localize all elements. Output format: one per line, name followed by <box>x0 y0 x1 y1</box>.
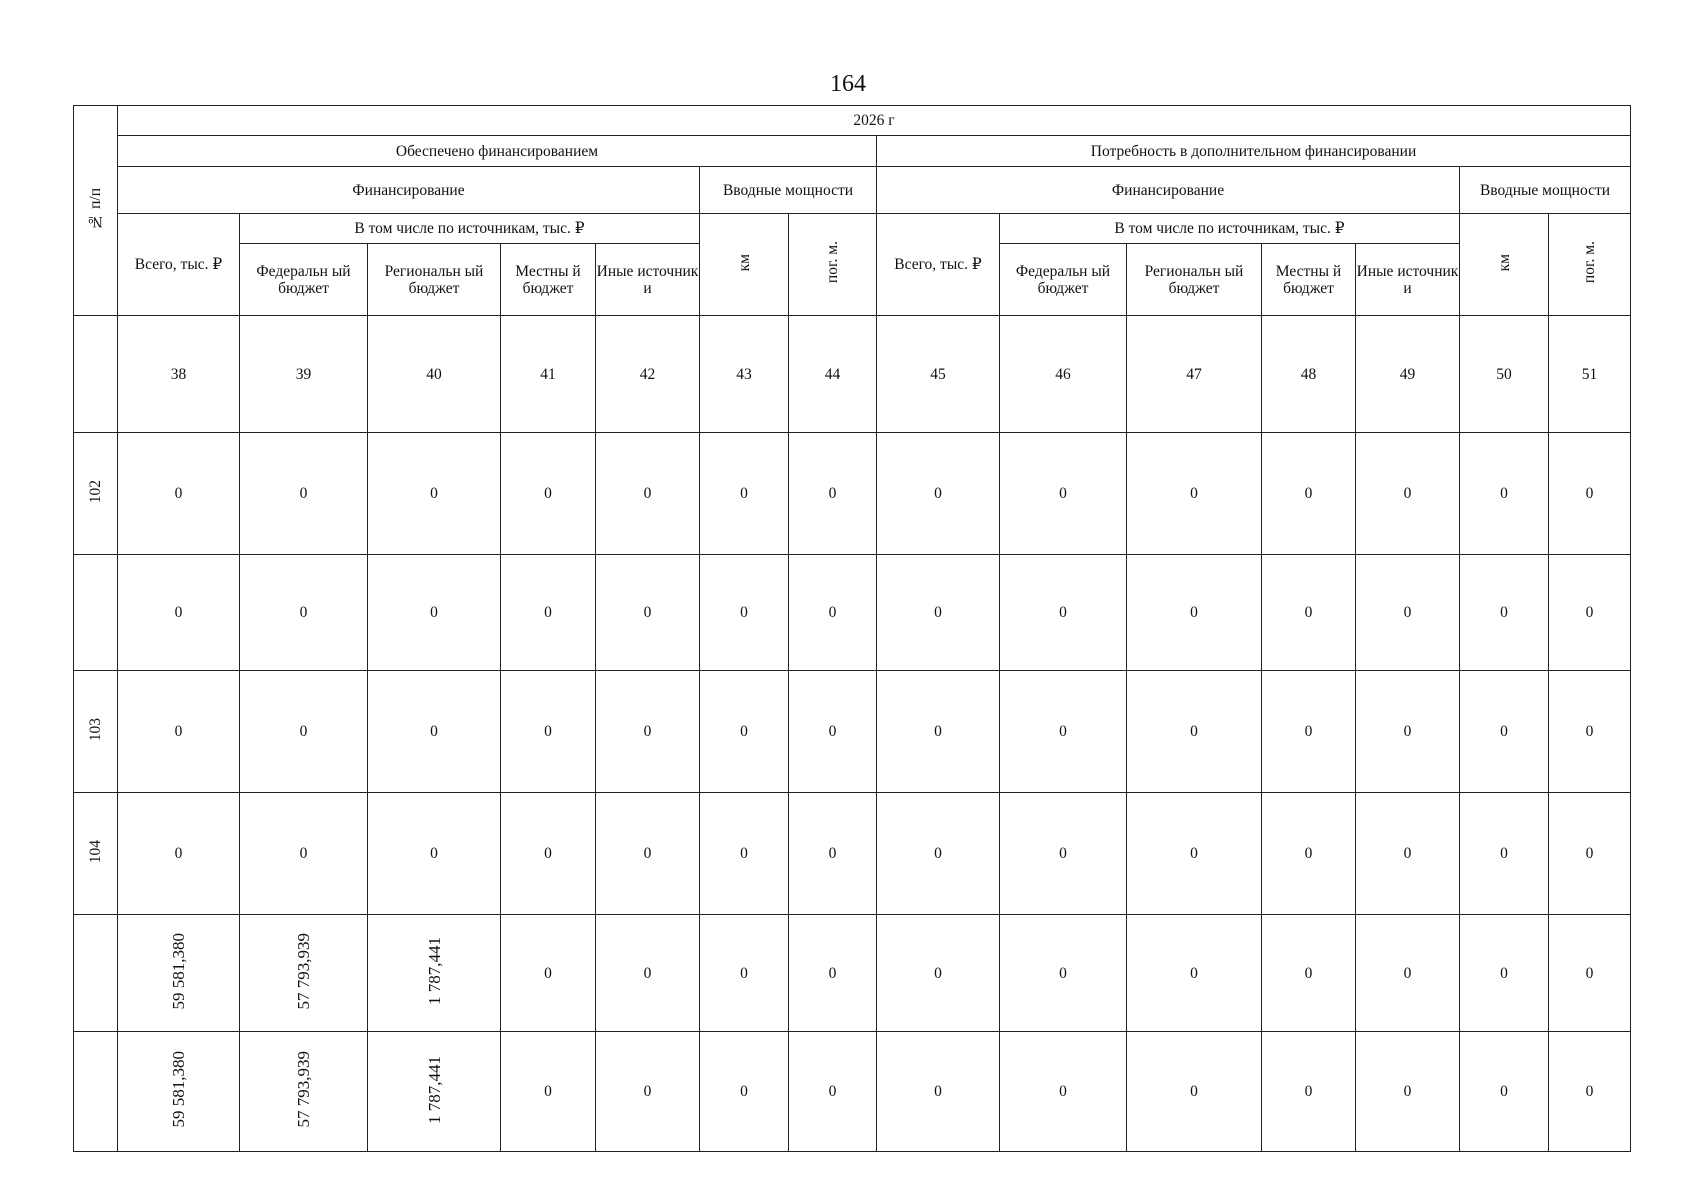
column-number <box>74 316 118 433</box>
other-header-additional: Иные источник и <box>1356 244 1460 316</box>
table-cell: 0 <box>1549 793 1631 915</box>
table-cell: 0 <box>1460 555 1549 671</box>
table-cell: 0 <box>1262 555 1356 671</box>
table-cell: 0 <box>1262 1032 1356 1152</box>
table-cell: 0 <box>789 671 877 793</box>
table-cell: 0 <box>501 671 596 793</box>
table-cell: 0 <box>1460 671 1549 793</box>
column-number: 45 <box>877 316 1000 433</box>
table-row <box>74 1032 1631 1152</box>
provided-funding-header: Обеспечено финансированием <box>118 136 877 167</box>
table-row <box>74 433 1631 555</box>
table-cell: 0 <box>1460 433 1549 555</box>
table-cell: 0 <box>596 671 700 793</box>
table-cell: 0 <box>1356 433 1460 555</box>
table-cell: 0 <box>1356 671 1460 793</box>
row-number-header: № п/п <box>74 106 118 316</box>
row-number: 102 <box>74 433 118 555</box>
total-header-provided: Всего, тыс. ₽ <box>118 214 240 316</box>
row-number <box>74 1032 118 1152</box>
federal-header-provided: Федеральн ый бюджет <box>240 244 368 316</box>
year-header: 2026 г <box>118 106 1631 136</box>
table-cell: 0 <box>1127 793 1262 915</box>
column-number: 39 <box>240 316 368 433</box>
table-cell: 0 <box>1356 555 1460 671</box>
table-cell: 1 787,441 <box>368 915 501 1032</box>
table-cell: 0 <box>700 1032 789 1152</box>
table-cell: 0 <box>1356 915 1460 1032</box>
table-cell: 0 <box>700 555 789 671</box>
table-cell: 0 <box>1460 793 1549 915</box>
table-cell: 0 <box>789 555 877 671</box>
financing-header-provided: Финансирование <box>118 167 700 214</box>
row-number: 104 <box>74 793 118 915</box>
table-cell: 57 793,939 <box>240 1032 368 1152</box>
table-cell: 0 <box>1127 1032 1262 1152</box>
table-cell: 0 <box>789 793 877 915</box>
table-cell: 0 <box>240 793 368 915</box>
table-cell: 0 <box>118 555 240 671</box>
capacity-header-additional: Вводные мощности <box>1460 167 1631 214</box>
column-number: 49 <box>1356 316 1460 433</box>
row-number: 103 <box>74 671 118 793</box>
row-number <box>74 555 118 671</box>
table-cell: 0 <box>596 915 700 1032</box>
table-cell: 59 581,380 <box>118 1032 240 1152</box>
table-cell: 1 787,441 <box>368 1032 501 1152</box>
local-header-provided: Местны й бюджет <box>501 244 596 316</box>
table-cell: 0 <box>596 1032 700 1152</box>
column-number: 51 <box>1549 316 1631 433</box>
column-number: 47 <box>1127 316 1262 433</box>
table-cell: 0 <box>1000 793 1127 915</box>
table-cell: 0 <box>1262 915 1356 1032</box>
table-cell: 0 <box>1000 555 1127 671</box>
table-cell: 0 <box>700 915 789 1032</box>
table-cell: 0 <box>1549 555 1631 671</box>
pog-m-header-provided: пог. м. <box>789 214 877 316</box>
table-cell: 0 <box>877 555 1000 671</box>
column-number: 46 <box>1000 316 1127 433</box>
table-cell: 0 <box>1549 915 1631 1032</box>
table-cell: 0 <box>118 671 240 793</box>
table-cell: 0 <box>1127 671 1262 793</box>
table-row <box>74 555 1631 671</box>
column-number: 43 <box>700 316 789 433</box>
table-row <box>74 915 1631 1032</box>
table-cell: 0 <box>1000 433 1127 555</box>
table-cell: 0 <box>700 793 789 915</box>
additional-funding-header: Потребность в дополнительном финансировании <box>877 136 1631 167</box>
table-cell: 0 <box>118 433 240 555</box>
column-number: 48 <box>1262 316 1356 433</box>
table-cell: 0 <box>368 433 501 555</box>
table-cell: 57 793,939 <box>240 915 368 1032</box>
sources-header-provided: В том числе по источникам, тыс. ₽ <box>240 214 700 244</box>
table-cell: 0 <box>1460 1032 1549 1152</box>
table-cell: 0 <box>789 433 877 555</box>
table-cell: 0 <box>596 433 700 555</box>
km-header-provided: км <box>700 214 789 316</box>
table-cell: 0 <box>1356 793 1460 915</box>
pog-m-header-additional: пог. м. <box>1549 214 1631 316</box>
table-cell: 0 <box>1549 671 1631 793</box>
table-cell: 0 <box>596 555 700 671</box>
table-cell: 0 <box>1356 1032 1460 1152</box>
table-cell: 0 <box>877 671 1000 793</box>
federal-header-additional: Федеральн ый бюджет <box>1000 244 1127 316</box>
table-cell: 0 <box>501 793 596 915</box>
table-cell: 0 <box>700 671 789 793</box>
table-cell: 0 <box>501 433 596 555</box>
total-header-additional: Всего, тыс. ₽ <box>877 214 1000 316</box>
table-cell: 0 <box>1262 671 1356 793</box>
capacity-header-provided: Вводные мощности <box>700 167 877 214</box>
table-cell: 0 <box>1127 433 1262 555</box>
table-cell: 0 <box>1460 915 1549 1032</box>
table-cell: 0 <box>1127 915 1262 1032</box>
table-cell: 0 <box>877 915 1000 1032</box>
regional-header-provided: Региональн ый бюджет <box>368 244 501 316</box>
row-number <box>74 915 118 1032</box>
column-number-row <box>74 316 1631 433</box>
table-cell: 0 <box>789 915 877 1032</box>
table-cell: 0 <box>240 555 368 671</box>
table-cell: 59 581,380 <box>118 915 240 1032</box>
column-number: 50 <box>1460 316 1549 433</box>
table-cell: 0 <box>501 1032 596 1152</box>
table-cell: 0 <box>368 671 501 793</box>
local-header-additional: Местны й бюджет <box>1262 244 1356 316</box>
column-number: 40 <box>368 316 501 433</box>
table-row <box>74 793 1631 915</box>
sources-header-additional: В том числе по источникам, тыс. ₽ <box>1000 214 1460 244</box>
table-cell: 0 <box>877 793 1000 915</box>
table-cell: 0 <box>1262 793 1356 915</box>
table-cell: 0 <box>1000 1032 1127 1152</box>
table-cell: 0 <box>877 1032 1000 1152</box>
table-cell: 0 <box>368 793 501 915</box>
table-cell: 0 <box>596 793 700 915</box>
page-number: 164 <box>830 71 866 97</box>
table-cell: 0 <box>501 915 596 1032</box>
column-number: 41 <box>501 316 596 433</box>
table-cell: 0 <box>1000 671 1127 793</box>
table-cell: 0 <box>1262 433 1356 555</box>
column-number: 42 <box>596 316 700 433</box>
table-row <box>74 671 1631 793</box>
table-cell: 0 <box>1127 555 1262 671</box>
table-cell: 0 <box>240 671 368 793</box>
column-number: 44 <box>789 316 877 433</box>
financing-header-additional: Финансирование <box>877 167 1460 214</box>
other-header-provided: Иные источник и <box>596 244 700 316</box>
table-cell: 0 <box>501 555 596 671</box>
table-cell: 0 <box>789 1032 877 1152</box>
financing-table <box>73 105 1631 1152</box>
table-cell: 0 <box>877 433 1000 555</box>
table-cell: 0 <box>700 433 789 555</box>
table-cell: 0 <box>1549 1032 1631 1152</box>
table-cell: 0 <box>1000 915 1127 1032</box>
table-cell: 0 <box>240 433 368 555</box>
regional-header-additional: Региональн ый бюджет <box>1127 244 1262 316</box>
column-number: 38 <box>118 316 240 433</box>
table-cell: 0 <box>1549 433 1631 555</box>
table-cell: 0 <box>118 793 240 915</box>
km-header-additional: км <box>1460 214 1549 316</box>
table-cell: 0 <box>368 555 501 671</box>
